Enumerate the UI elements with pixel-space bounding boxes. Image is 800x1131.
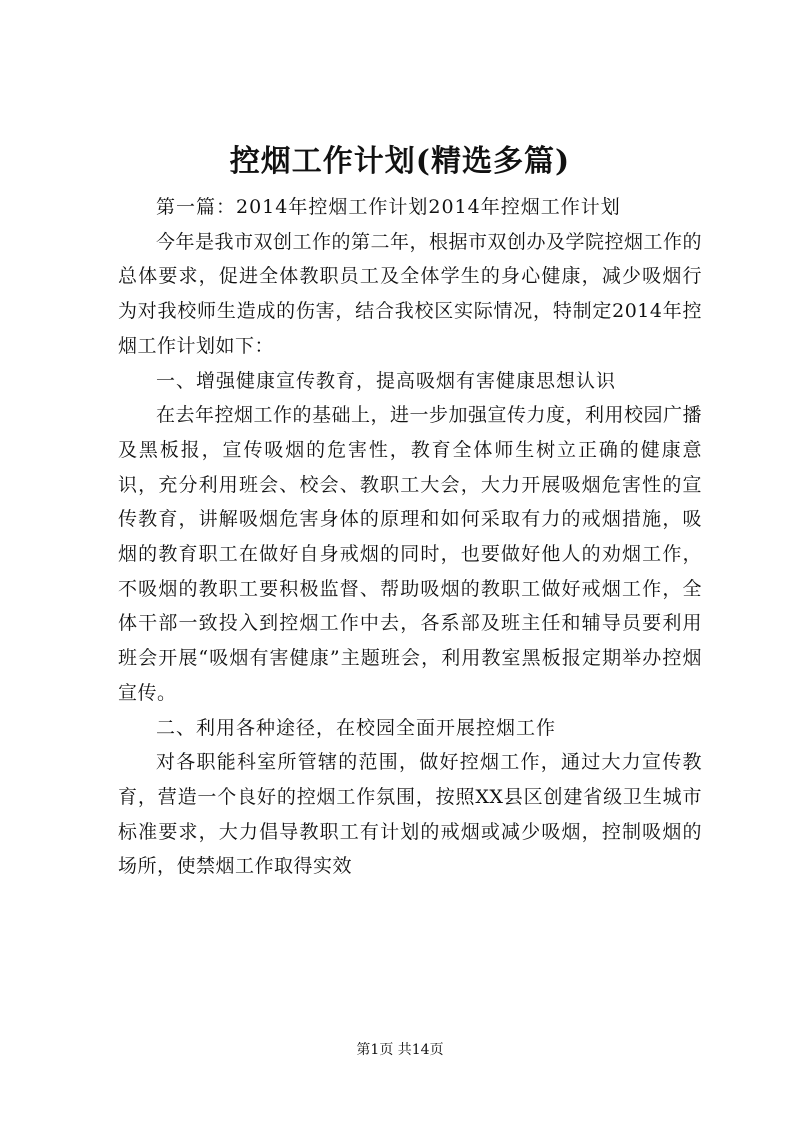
section-heading-two: 二、利用各种途径，在校园全面开展控烟工作 [156,716,557,739]
document-title: 控烟工作计划(精选多篇) [229,144,571,179]
section-one-paragraph: 在去年控烟工作的基础上，进一步加强宣传力度，利用校园广播及黑板报，宣传吸烟的危害性，教育全体师生树立正确的健康意识，充分利用班会、校会、教职工大会，大力开展吸烟危害性的宣传教育，讲解吸烟危害身体的原理和如何采取有力的戒烟措施，吸烟的教育职工在做好自身戒烟的同时，也要做好他人的劝烟工作，不吸烟的教职工要积极监督、帮助吸烟的教职工做好戒烟工作，全体干部一致投入到控烟工作中去，各系部及班主任和辅导员要利用班会开展“吸烟有害健康”主题班会，利用教室黑板报定期举办控烟宣传。 [118,404,703,704]
section-heading-part-one: 第一篇：2014年控烟工作计划2014年控烟工作计划 [156,196,621,218]
document-body [118,190,702,884]
section-heading-one: 一、增强健康宣传教育，提高吸烟有害健康思想认识 [156,369,617,392]
section-two-paragraph: 对各职能科室所管辖的范围，做好控烟工作，通过大力宣传教育，营造一个良好的控烟工作氛围，按照XX县区创建省级卫生城市标准要求，大力倡导教职工有计划的戒烟或减少吸烟，控制吸烟的场所，使禁烟工作取得实效 [118,751,702,878]
page-footer: 第1页 共14页 [356,1042,444,1058]
intro-paragraph: 今年是我市双创工作的第二年，根据市双创办及学院控烟工作的总体要求，促进全体教职员工及全体学生的身心健康，减少吸烟行为对我校师生造成的伤害，结合我校区实际情况，特制定2014年控烟工作计划如下： [118,230,703,357]
